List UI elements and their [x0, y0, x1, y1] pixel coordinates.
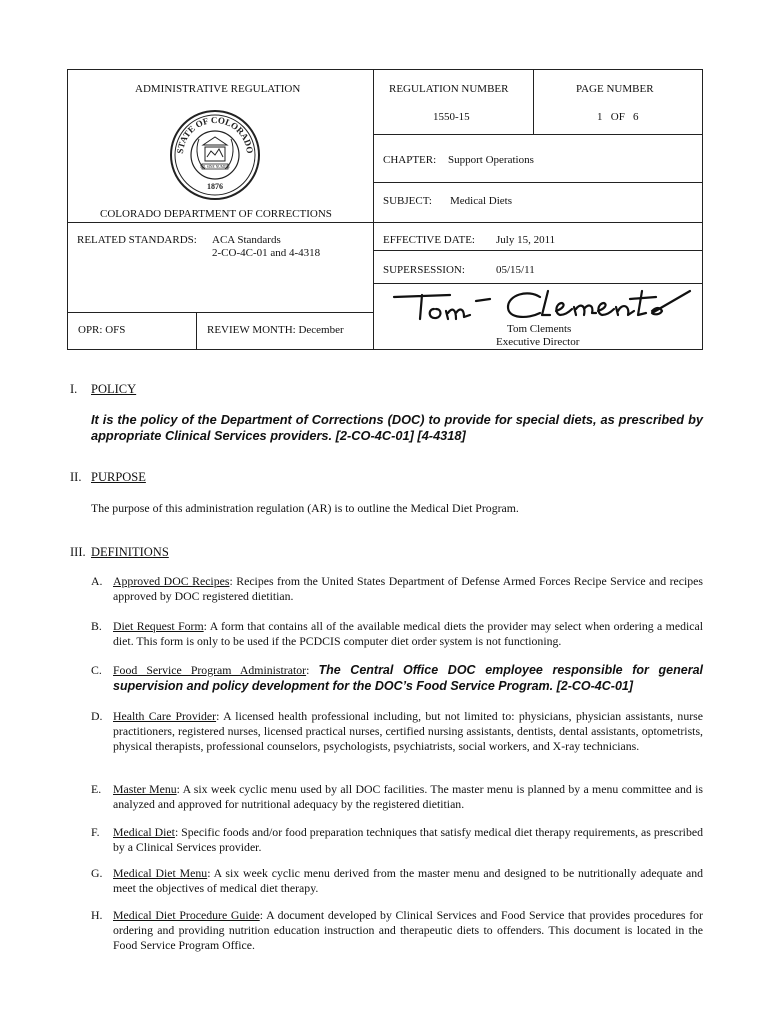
definition-item — [113, 908, 703, 953]
section-number: III. — [70, 545, 86, 559]
definition-term: Master Menu — [113, 782, 177, 796]
signature-image — [390, 285, 695, 323]
supersession-value: 05/15/11 — [496, 264, 535, 276]
opr-label: OPR: OFS — [78, 324, 126, 336]
definition-item — [113, 709, 703, 754]
reg-number-label: REGULATION NUMBER — [389, 83, 509, 95]
state-seal-icon — [169, 109, 261, 201]
definition-item — [113, 619, 703, 649]
divider — [373, 182, 703, 183]
review-month: REVIEW MONTH: December — [207, 324, 344, 336]
definition-letter: C. — [91, 663, 102, 677]
definition-text: : A document developed by Clinical Services and Food Service that provides procedures for ordering and providing nutrition education instruction and therapeutic diets to offenders. This document is located in the Food Service Program Office. — [113, 908, 703, 952]
divider — [373, 283, 703, 284]
definition-term: Medical Diet — [113, 825, 175, 839]
section-number: I. — [70, 382, 78, 396]
divider — [196, 312, 197, 350]
definition-item — [113, 866, 703, 896]
subject-label: SUBJECT: — [383, 195, 432, 207]
definition-text: : A six week cyclic menu derived from the master menu and designed to be nutritionally adequate and meet the objectives of medical diet therapy. — [113, 866, 703, 895]
definition-item — [113, 662, 703, 694]
definition-text: : A licensed health professional including, but not limited to: physicians, physician assistants, nurse practitioners, registered nurses, licensed practical nurses, certified nursing assistants, dentists, dental assistants, optometrists, physical therapists, professional counselors, psychologists, psychiatrists, social workers, and X-ray technicians. — [113, 709, 703, 753]
effective-date-value: July 15, 2011 — [496, 234, 556, 246]
definition-letter: H. — [91, 908, 103, 922]
definition-text: : Specific foods and/or food preparation techniques that satisfy medical diet therapy requirements, as prescribed by a Clinical Services provider. — [113, 825, 703, 854]
section-title-policy: POLICY — [91, 382, 137, 396]
definition-text: : — [306, 663, 319, 677]
definition-term: Medical Diet Procedure Guide — [113, 908, 260, 922]
related-standards-label: RELATED STANDARDS: — [77, 234, 197, 246]
divider — [373, 69, 374, 350]
chapter-label: CHAPTER: — [383, 154, 437, 166]
svg-text:STATE OF COLORADO: STATE OF COLORADO — [174, 114, 256, 155]
policy-text: It is the policy of the Department of Corrections (DOC) to provide for special diets, as prescribed by appropriate Clinical Services providers. [2-CO-4C-01] [4-4318] — [91, 412, 703, 443]
definition-term: Food Service Program Administrator — [113, 663, 307, 677]
definition-item — [113, 574, 703, 604]
definition-text: : A six week cyclic menu used by all DOC facilities. The master menu is planned by a menu committee and is analyzed and approved for nutritional adequacy by the registered dietitian. — [113, 782, 703, 811]
admin-reg-label: ADMINISTRATIVE REGULATION — [135, 83, 301, 95]
signer-name: Tom Clements — [507, 323, 572, 335]
effective-date-label: EFFECTIVE DATE: — [383, 234, 475, 246]
divider — [533, 69, 534, 134]
definition-letter: D. — [91, 709, 103, 723]
section-title-purpose: PURPOSE — [91, 470, 146, 484]
chapter-value: Support Operations — [448, 154, 534, 166]
divider — [67, 222, 703, 223]
definition-item — [113, 825, 703, 855]
definition-letter: G. — [91, 866, 103, 880]
page-number-value: 1 OF 6 — [597, 111, 639, 123]
definition-text: : A form that contains all of the available medical diets the provider may select when ordering a medical diet. This form is only to be used if the PCDCIS computer diet order system is not functioning. — [113, 619, 703, 648]
divider — [67, 312, 373, 313]
definition-item — [113, 782, 703, 812]
definition-text: : Recipes from the United States Department of Defense Armed Forces Recipe Service and recipes approved by DOC registered dietitian. — [113, 574, 703, 603]
definition-term: Diet Request Form — [113, 619, 204, 633]
supersession-label: SUPERSESSION: — [383, 264, 465, 276]
signer-title: Executive Director — [496, 336, 580, 348]
definition-letter: F. — [91, 825, 100, 839]
section-title-definitions: DEFINITIONS — [91, 545, 169, 559]
section-number: II. — [70, 470, 82, 484]
department-name: COLORADO DEPARTMENT OF CORRECTIONS — [100, 208, 332, 220]
divider — [373, 134, 703, 135]
definition-term: Medical Diet Menu — [113, 866, 208, 880]
svg-text:1876: 1876 — [207, 182, 223, 191]
definition-letter: B. — [91, 619, 102, 633]
related-standards-line1: ACA Standards — [212, 234, 281, 246]
svg-text:NIL SINE NUMINE: NIL SINE NUMINE — [199, 165, 231, 169]
definition-term: Approved DOC Recipes — [113, 574, 230, 588]
definition-term: Health Care Provider — [113, 709, 217, 723]
divider — [373, 250, 703, 251]
subject-value: Medical Diets — [450, 195, 513, 207]
reg-number-value: 1550-15 — [433, 111, 470, 123]
definition-letter: E. — [91, 782, 102, 796]
page-number-label: PAGE NUMBER — [576, 83, 654, 95]
purpose-text: The purpose of this administration regulation (AR) is to outline the Medical Diet Program. — [91, 501, 519, 515]
definition-letter: A. — [91, 574, 103, 588]
definition-bold-text: The Central Office DOC employee responsible for general supervision and policy development for the DOC’s Food Service Program. [2-CO-4C-01] — [113, 663, 703, 693]
related-standards-line2: 2-CO-4C-01 and 4-4318 — [212, 247, 321, 259]
